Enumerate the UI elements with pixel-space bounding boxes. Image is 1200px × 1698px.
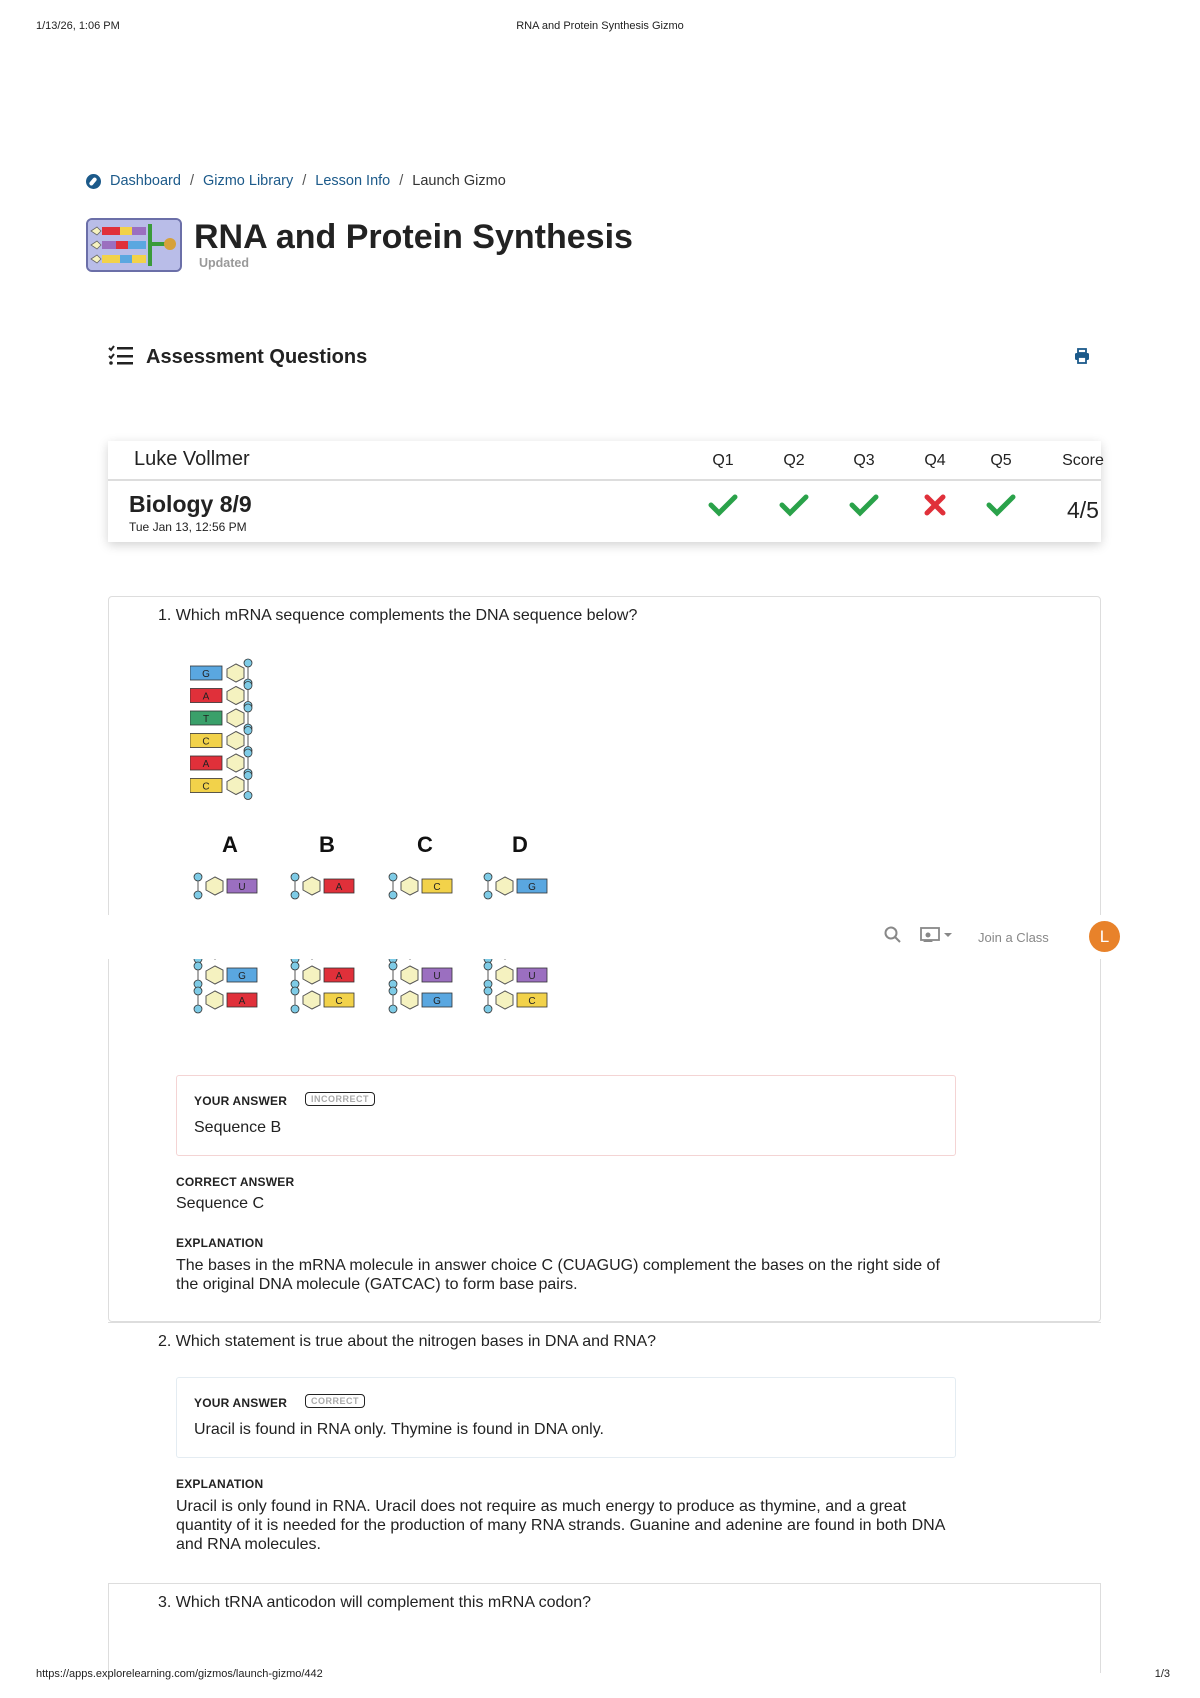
- phosphate-node: [484, 987, 492, 995]
- base-letter: C: [528, 996, 536, 1007]
- sugar: [401, 966, 418, 984]
- sugar: [227, 687, 244, 705]
- sugar: [227, 754, 244, 772]
- sugar: [206, 966, 223, 984]
- phosphate-node: [291, 891, 299, 899]
- phosphate-node: [484, 1005, 492, 1013]
- floating-toolbar: [108, 915, 1120, 959]
- option-label: C: [417, 832, 433, 857]
- nucleotide-base: [324, 968, 354, 982]
- print-icon[interactable]: [1074, 348, 1090, 369]
- column-q1: Q1: [712, 452, 734, 469]
- phosphate-node: [194, 987, 202, 995]
- question-text: 2. Which statement is true about the nitrogen bases in DNA and RNA?: [158, 1333, 657, 1350]
- nucleotide-base: [190, 779, 222, 793]
- class-icon[interactable]: [920, 926, 954, 949]
- phosphate-node: [484, 962, 492, 970]
- phosphate-node: [194, 891, 202, 899]
- phosphate-node: [291, 987, 299, 995]
- nucleotide-base: [190, 689, 222, 703]
- sugar: [227, 709, 244, 727]
- base-letter: A: [202, 691, 210, 703]
- question-divider: [108, 1322, 1101, 1323]
- breadcrumb-dashboard[interactable]: Dashboard: [110, 173, 181, 189]
- checkmark-icon: [971, 493, 1031, 522]
- explanation-label: EXPLANATION: [176, 1477, 264, 1491]
- sugar: [401, 877, 418, 895]
- your-answer-text: Uracil is found in RNA only. Thymine is found in DNA only.: [194, 1421, 604, 1438]
- explanation-text: Uracil is only found in RNA. Uracil does not require as much energy to produce as thymine, and a great quantity of it is needed for the production of many RNA strands. Guanine and adenine are found in both DNA and RNA molecules.: [176, 1498, 945, 1553]
- your-answer-text: Sequence B: [194, 1119, 282, 1136]
- sugar: [303, 966, 320, 984]
- nucleotide-base: [324, 879, 354, 893]
- checkmark-icon: [764, 493, 824, 522]
- sugar: [227, 664, 244, 682]
- phosphate-node: [291, 873, 299, 881]
- nucleotide-base: [227, 968, 257, 982]
- x-mark-icon: [905, 493, 965, 522]
- phosphate-node: [244, 727, 252, 735]
- your-answer-label: YOUR ANSWER: [194, 1094, 288, 1108]
- nucleotide-base: [324, 993, 354, 1007]
- option-label: A: [222, 832, 238, 857]
- breadcrumb-separator: /: [302, 173, 307, 189]
- base-letter: U: [528, 971, 536, 982]
- phosphate-node: [291, 1005, 299, 1013]
- correct-answer-text: Sequence C: [176, 1195, 265, 1212]
- gizmo-header: [86, 218, 633, 272]
- checklist-icon: [108, 344, 134, 371]
- gizmo-status: Updated: [199, 256, 249, 270]
- phosphate-node: [194, 962, 202, 970]
- nucleotide-base: [227, 879, 257, 893]
- base-letter: T: [202, 714, 210, 725]
- base-letter: G: [528, 882, 536, 893]
- base-letter: C: [433, 882, 441, 893]
- base-letter: C: [202, 781, 210, 793]
- phosphate-node: [484, 891, 492, 899]
- sugar: [206, 991, 223, 1009]
- assessment-title: Assessment Questions: [146, 346, 368, 368]
- sugar: [206, 877, 223, 895]
- phosphate-node: [244, 772, 252, 780]
- phosphate-node: [244, 749, 252, 757]
- gizmo-thumbnail: [86, 218, 182, 272]
- breadcrumb-gizmo-library[interactable]: Gizmo Library: [202, 173, 294, 189]
- option-label: B: [319, 832, 335, 857]
- print-url: https://apps.explorelearning.com/gizmos/launch-gizmo/442: [36, 1668, 323, 1680]
- base-letter: G: [433, 996, 441, 1007]
- question-text: 3. Which tRNA anticodon will complement this mRNA codon?: [158, 1594, 592, 1611]
- score-card: [108, 441, 1104, 542]
- correct-badge: CORRECT: [305, 1394, 365, 1408]
- base-letter: A: [238, 996, 246, 1007]
- base-letter: C: [202, 736, 210, 748]
- sugar: [303, 991, 320, 1009]
- submission-time: Tue Jan 13, 12:56 PM: [129, 520, 247, 534]
- sugar: [227, 732, 244, 750]
- breadcrumb-separator: /: [189, 173, 194, 189]
- option-label: D: [512, 832, 528, 857]
- sugar: [496, 877, 513, 895]
- score-value: 4/5: [1067, 497, 1099, 523]
- phosphate-node: [244, 792, 252, 800]
- sugar: [401, 991, 418, 1009]
- assessment-header: [108, 344, 367, 371]
- student-name: Luke Vollmer: [134, 448, 250, 470]
- base-letter: U: [433, 971, 441, 982]
- phosphate-node: [389, 962, 397, 970]
- your-answer-box: [176, 1377, 956, 1458]
- correct-answer-label: CORRECT ANSWER: [176, 1175, 295, 1189]
- breadcrumb-separator: /: [399, 173, 404, 189]
- nucleotide-base: [227, 993, 257, 1007]
- nucleotide-base: [190, 666, 222, 680]
- phosphate-node: [244, 659, 252, 667]
- print-doc-title: RNA and Protein Synthesis Gizmo: [516, 20, 684, 32]
- nucleotide-base: [517, 993, 547, 1007]
- breadcrumb-lesson-info[interactable]: Lesson Info: [315, 173, 391, 189]
- dna-figure: [190, 650, 570, 1055]
- nucleotide-base: [190, 711, 222, 725]
- column-q2: Q2: [783, 452, 805, 469]
- base-letter: A: [335, 971, 343, 982]
- nucleotide-base: [190, 734, 222, 748]
- print-datetime: 1/13/26, 1:06 PM: [36, 20, 120, 32]
- sugar: [496, 966, 513, 984]
- base-letter: G: [202, 669, 210, 680]
- base-letter: A: [335, 882, 343, 893]
- your-answer-box: [176, 1075, 956, 1156]
- breadcrumb: [86, 173, 506, 189]
- checkmark-icon: [834, 493, 894, 522]
- phosphate-node: [484, 873, 492, 881]
- avatar[interactable]: L: [1089, 921, 1120, 952]
- incorrect-badge: INCORRECT: [305, 1092, 375, 1106]
- join-class-link[interactable]: Join a Class: [978, 930, 1049, 945]
- phosphate-node: [194, 1005, 202, 1013]
- explanation-label: EXPLANATION: [176, 1236, 264, 1250]
- nucleotide-base: [517, 968, 547, 982]
- page-title: RNA and Protein Synthesis: [194, 218, 633, 256]
- phosphate-node: [291, 962, 299, 970]
- column-q4: Q4: [924, 452, 946, 469]
- explanation-text: The bases in the mRNA molecule in answer choice C (CUAGUG) complement the bases on the right side of the original DNA molecule (GATCAC) to form base pairs.: [176, 1257, 940, 1293]
- nucleotide-base: [517, 879, 547, 893]
- phosphate-node: [194, 873, 202, 881]
- nucleotide-base: [422, 879, 452, 893]
- column-score: Score: [1062, 452, 1104, 469]
- compass-icon: [86, 174, 101, 189]
- nucleotide-base: [422, 968, 452, 982]
- base-letter: C: [335, 996, 343, 1007]
- sugar: [496, 991, 513, 1009]
- your-answer-label: YOUR ANSWER: [194, 1396, 288, 1410]
- nucleotide-base: [190, 756, 222, 770]
- checkmark-icon: [693, 493, 753, 522]
- print-page-number: 1/3: [1154, 1668, 1170, 1680]
- sugar: [303, 877, 320, 895]
- phosphate-node: [244, 704, 252, 712]
- base-letter: G: [238, 971, 246, 982]
- phosphate-node: [389, 1005, 397, 1013]
- base-letter: A: [202, 759, 210, 770]
- class-name: Biology 8/9: [129, 491, 252, 517]
- phosphate-node: [389, 987, 397, 995]
- base-letter: U: [238, 882, 246, 893]
- breadcrumb-current: Launch Gizmo: [412, 173, 506, 189]
- score-card-header: [108, 441, 1104, 481]
- sugar: [227, 777, 244, 795]
- phosphate-node: [244, 682, 252, 690]
- phosphate-node: [389, 891, 397, 899]
- search-icon[interactable]: [884, 926, 902, 949]
- question-text: 1. Which mRNA sequence complements the DNA sequence below?: [158, 607, 638, 624]
- nucleotide-base: [422, 993, 452, 1007]
- column-q3: Q3: [853, 452, 875, 469]
- phosphate-node: [389, 873, 397, 881]
- column-q5: Q5: [990, 452, 1012, 469]
